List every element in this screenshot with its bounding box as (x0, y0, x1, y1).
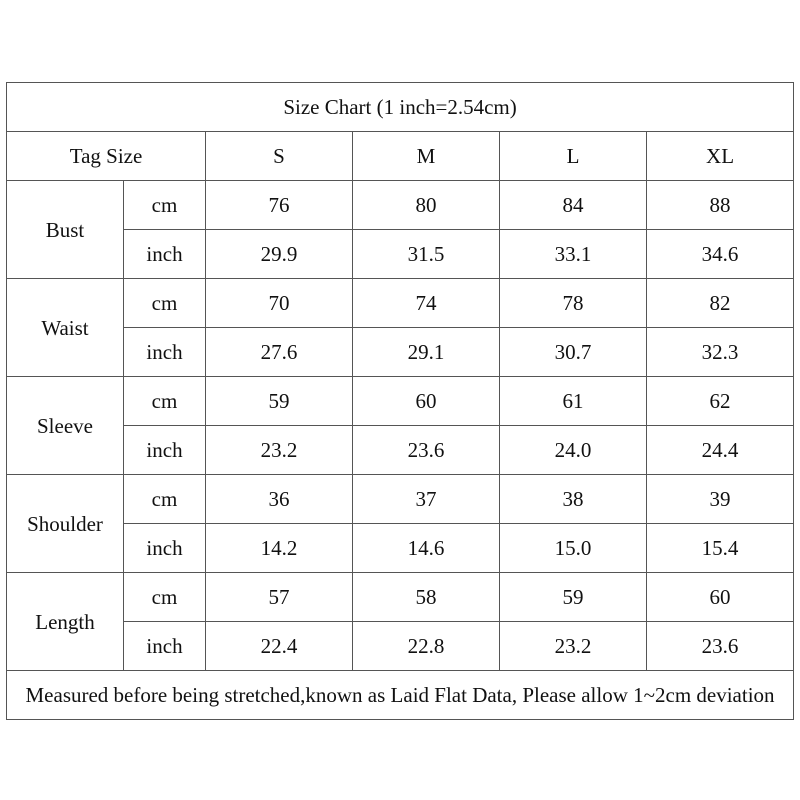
table-cell: 38 (500, 475, 647, 524)
unit-label: inch (124, 426, 206, 475)
table-cell: 15.0 (500, 524, 647, 573)
size-header-l: L (500, 132, 647, 181)
table-title: Size Chart (1 inch=2.54cm) (7, 83, 794, 132)
table-cell: 33.1 (500, 230, 647, 279)
measurement-name-waist: Waist (7, 279, 124, 377)
table-cell: 32.3 (647, 328, 794, 377)
unit-label: cm (124, 377, 206, 426)
table-row (7, 230, 794, 279)
table-cell: 61 (500, 377, 647, 426)
table-cell: 39 (647, 475, 794, 524)
table-cell: 58 (353, 573, 500, 622)
table-row (7, 622, 794, 671)
table-cell: 80 (353, 181, 500, 230)
table-cell: 84 (500, 181, 647, 230)
unit-label: cm (124, 279, 206, 328)
measurement-name-sleeve: Sleeve (7, 377, 124, 475)
table-cell: 60 (353, 377, 500, 426)
table-cell: 24.4 (647, 426, 794, 475)
table-cell: 27.6 (206, 328, 353, 377)
table-cell: 14.2 (206, 524, 353, 573)
table-cell: 88 (647, 181, 794, 230)
measurement-name-length: Length (7, 573, 124, 671)
tag-size-label: Tag Size (7, 132, 206, 181)
table-cell: 57 (206, 573, 353, 622)
table-cell: 74 (353, 279, 500, 328)
table-cell: 78 (500, 279, 647, 328)
unit-label: cm (124, 181, 206, 230)
unit-label: inch (124, 524, 206, 573)
table-row (7, 279, 794, 328)
table-cell: 59 (500, 573, 647, 622)
table-row (7, 377, 794, 426)
table-cell: 76 (206, 181, 353, 230)
size-chart-table (6, 82, 794, 720)
table-row (7, 426, 794, 475)
table-cell: 23.6 (647, 622, 794, 671)
title-row (7, 83, 794, 132)
table-cell: 23.6 (353, 426, 500, 475)
table-cell: 30.7 (500, 328, 647, 377)
table-cell: 37 (353, 475, 500, 524)
size-header-m: M (353, 132, 500, 181)
table-cell: 22.4 (206, 622, 353, 671)
unit-label: cm (124, 573, 206, 622)
table-cell: 29.1 (353, 328, 500, 377)
table-cell: 62 (647, 377, 794, 426)
measurement-name-bust: Bust (7, 181, 124, 279)
table-row (7, 328, 794, 377)
unit-label: cm (124, 475, 206, 524)
table-row (7, 524, 794, 573)
table-cell: 36 (206, 475, 353, 524)
unit-label: inch (124, 328, 206, 377)
table-cell: 29.9 (206, 230, 353, 279)
size-header-s: S (206, 132, 353, 181)
unit-label: inch (124, 230, 206, 279)
table-cell: 31.5 (353, 230, 500, 279)
size-header-xl: XL (647, 132, 794, 181)
table-cell: 70 (206, 279, 353, 328)
table-cell: 22.8 (353, 622, 500, 671)
header-row (7, 132, 794, 181)
table-row (7, 181, 794, 230)
note-row (7, 671, 794, 720)
table-row (7, 573, 794, 622)
table-cell: 23.2 (500, 622, 647, 671)
table-cell: 82 (647, 279, 794, 328)
table-cell: 60 (647, 573, 794, 622)
table-cell: 24.0 (500, 426, 647, 475)
measurement-name-shoulder: Shoulder (7, 475, 124, 573)
unit-label: inch (124, 622, 206, 671)
table-cell: 34.6 (647, 230, 794, 279)
table-row (7, 475, 794, 524)
table-cell: 59 (206, 377, 353, 426)
table-cell: 15.4 (647, 524, 794, 573)
measurement-note: Measured before being stretched,known as Laid Flat Data, Please allow 1~2cm deviation (7, 671, 794, 720)
table-cell: 14.6 (353, 524, 500, 573)
table-cell: 23.2 (206, 426, 353, 475)
